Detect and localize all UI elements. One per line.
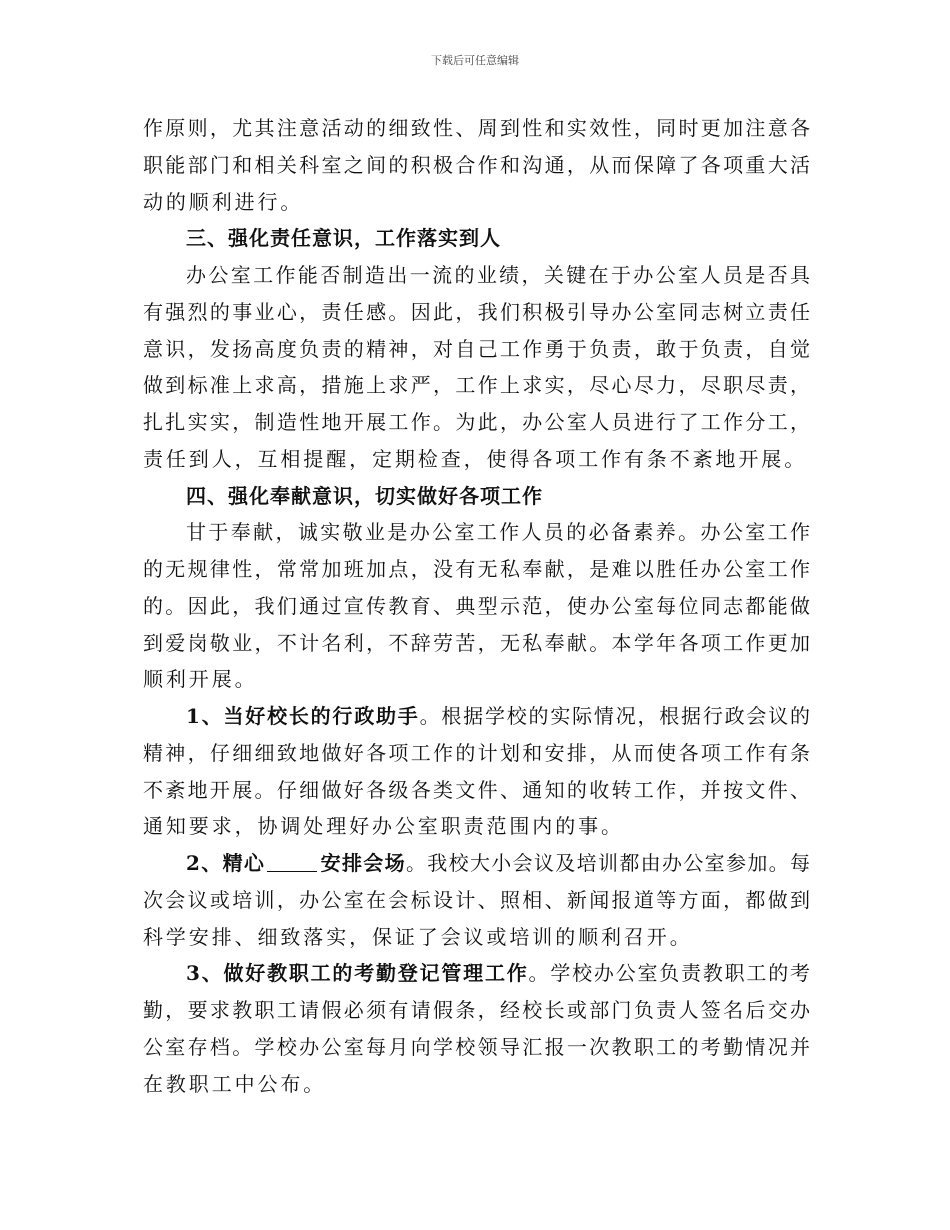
paragraph-line: 勤，要求教职工请假必须有请假条，经校长或部门负责人签名后交办 xyxy=(143,998,810,1022)
document-body xyxy=(143,110,810,1102)
paragraph-line xyxy=(143,955,810,992)
paragraph-line: 有强烈的事业心，责任感。因此，我们积极引导办公室同志树立责任 xyxy=(143,299,810,324)
paragraph-line: 作原则，尤其注意活动的细致性、周到性和实效性，同时更加注意各 xyxy=(143,116,810,140)
paragraph-line: 动的顺利进行。 xyxy=(143,189,304,214)
item-lead: 安排会场 xyxy=(319,851,406,875)
paragraph-line: 职能部门和相关科室之间的积极合作和沟通，从而保障了各项重大活 xyxy=(143,152,810,177)
paragraph-line: 甘于奉献，诚实敬业是办公室工作人员的必备素养。办公室工作 xyxy=(186,520,810,545)
paragraph-line: 扎扎实实，制造性地开展工作。为此，办公室人员进行了工作分工， xyxy=(143,410,810,434)
paragraph-line: 公室存档。学校办公室每月向学校领导汇报一次教职工的考勤情况并 xyxy=(143,1034,810,1059)
item-lead: 1、当好校长的行政助手 xyxy=(186,704,420,728)
paragraph-line: 责任到人，互相提醒，定期检查，使得各项工作有条不紊地开展。 xyxy=(143,446,808,471)
paragraph-line: 通知要求，协调处理好办公室职责范围内的事。 xyxy=(143,814,624,839)
paragraph-line: 的。因此，我们通过宣传教育、典型示范，使办公室每位同志都能做 xyxy=(143,593,810,618)
paragraph-line: 顺利开展。 xyxy=(143,667,258,692)
item-text: 。学校办公室负责教职工的考 xyxy=(528,961,811,986)
section-heading: 三、强化责任意识，工作落实到人 xyxy=(186,226,501,251)
item-text: 。我校大小会议及培训都由办公室参加。每 xyxy=(405,851,811,875)
paragraph-line xyxy=(143,845,810,882)
paragraph-line: 意识，发扬高度负责的精神，对自己工作勇于负责，敢于负责，自觉 xyxy=(143,336,810,361)
fill-blank xyxy=(267,853,317,872)
item-lead: 3、做好教职工的考勤登记管理工作 xyxy=(186,961,529,986)
section-heading: 四、强化奉献意识，切实做好各项工作 xyxy=(186,483,543,508)
paragraph-line: 做到标准上求高，措施上求严，工作上求实，尽心尽力，尽职尽责， xyxy=(143,373,810,398)
page-header: 下载后可任意编辑 xyxy=(431,54,519,67)
paragraph-line: 在教职工中公布。 xyxy=(143,1071,327,1096)
paragraph-line xyxy=(143,698,810,735)
paragraph-line: 精神，仔细细致地做好各项工作的计划和安排，从而使各项工作有条 xyxy=(143,740,810,765)
paragraph-line: 科学安排、细致落实，保证了会议或培训的顺利召开。 xyxy=(143,924,693,949)
paragraph-line: 的无规律性，常常加班加点，没有无私奉献，是难以胜任办公室工作 xyxy=(143,557,810,581)
item-lead: 2、精心 xyxy=(186,851,266,875)
paragraph-line: 不紊地开展。仔细做好各级各类文件、通知的收转工作，并按文件、 xyxy=(143,777,810,802)
item-text: 。根据学校的实际情况，根据行政会议的 xyxy=(419,704,810,728)
paragraph-line: 次会议或培训，办公室在会标设计、照相、新闻报道等方面，都做到 xyxy=(143,887,810,912)
paragraph-line: 到爱岗敬业，不计名利，不辞劳苦，无私奉献。本学年各项工作更加 xyxy=(143,630,810,655)
paragraph-line: 办公室工作能否制造出一流的业绩，关键在于办公室人员是否具 xyxy=(186,263,810,287)
